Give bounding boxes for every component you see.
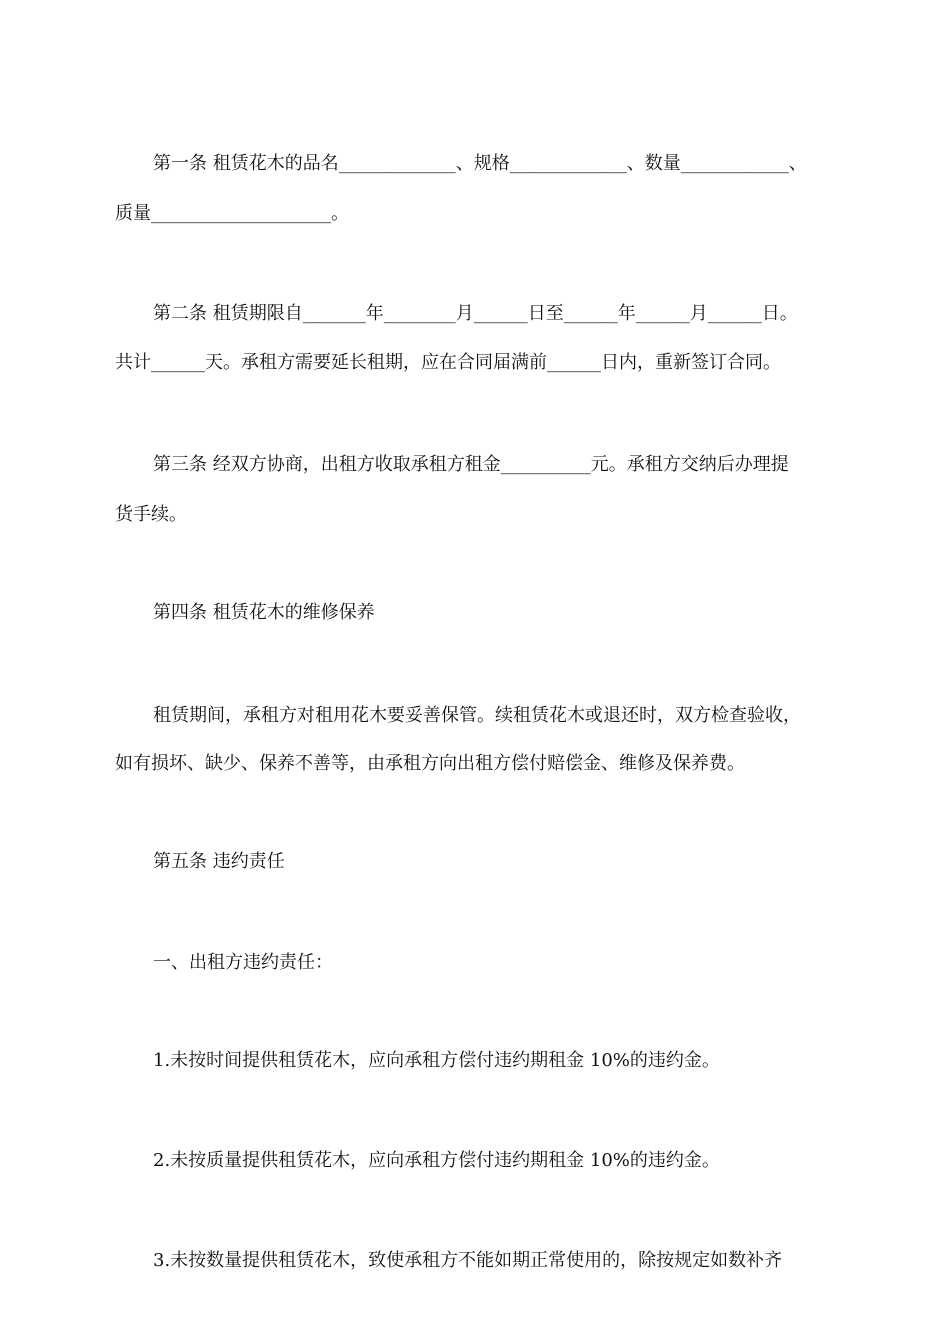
article-5-heading: 第五条 违约责任 bbox=[153, 851, 285, 872]
article-1-line-1: 第一条 租赁花木的品名_____________、规格_____________、数量____________、 bbox=[153, 153, 807, 174]
article-4-heading: 第四条 租赁花木的维修保养 bbox=[153, 602, 375, 623]
liability-item-2: 2.未按质量提供租赁花木，应向承租方偿付违约期租金 10%的违约金。 bbox=[153, 1150, 720, 1171]
lessor-liability-heading: 一、出租方违约责任： bbox=[153, 952, 333, 973]
maintenance-line-1: 租赁期间，承租方对租用花木要妥善保管。续租赁花木或退还时，双方检查验收， bbox=[153, 705, 801, 726]
article-3-line-2: 货手续。 bbox=[115, 504, 187, 525]
article-1-line-2: 质量____________________。 bbox=[115, 203, 349, 224]
liability-item-1: 1.未按时间提供租赁花木，应向承租方偿付违约期租金 10%的违约金。 bbox=[153, 1050, 720, 1071]
liability-item-3: 3.未按数量提供租赁花木，致使承租方不能如期正常使用的，除按规定如数补齐 bbox=[153, 1250, 783, 1271]
article-2-line-2: 共计______天。承租方需要延长租期，应在合同届满前______日内，重新签订合同。 bbox=[115, 352, 781, 373]
maintenance-line-2: 如有损坏、缺少、保养不善等，由承租方向出租方偿付赔偿金、维修及保养费。 bbox=[115, 753, 745, 774]
article-3-line-1: 第三条 经双方协商，出租方收取承租方租金__________元。承租方交纳后办理提 bbox=[153, 454, 789, 475]
article-2-line-1: 第二条 租赁期限自_______年________月______日至______年______月______日。 bbox=[153, 303, 798, 324]
